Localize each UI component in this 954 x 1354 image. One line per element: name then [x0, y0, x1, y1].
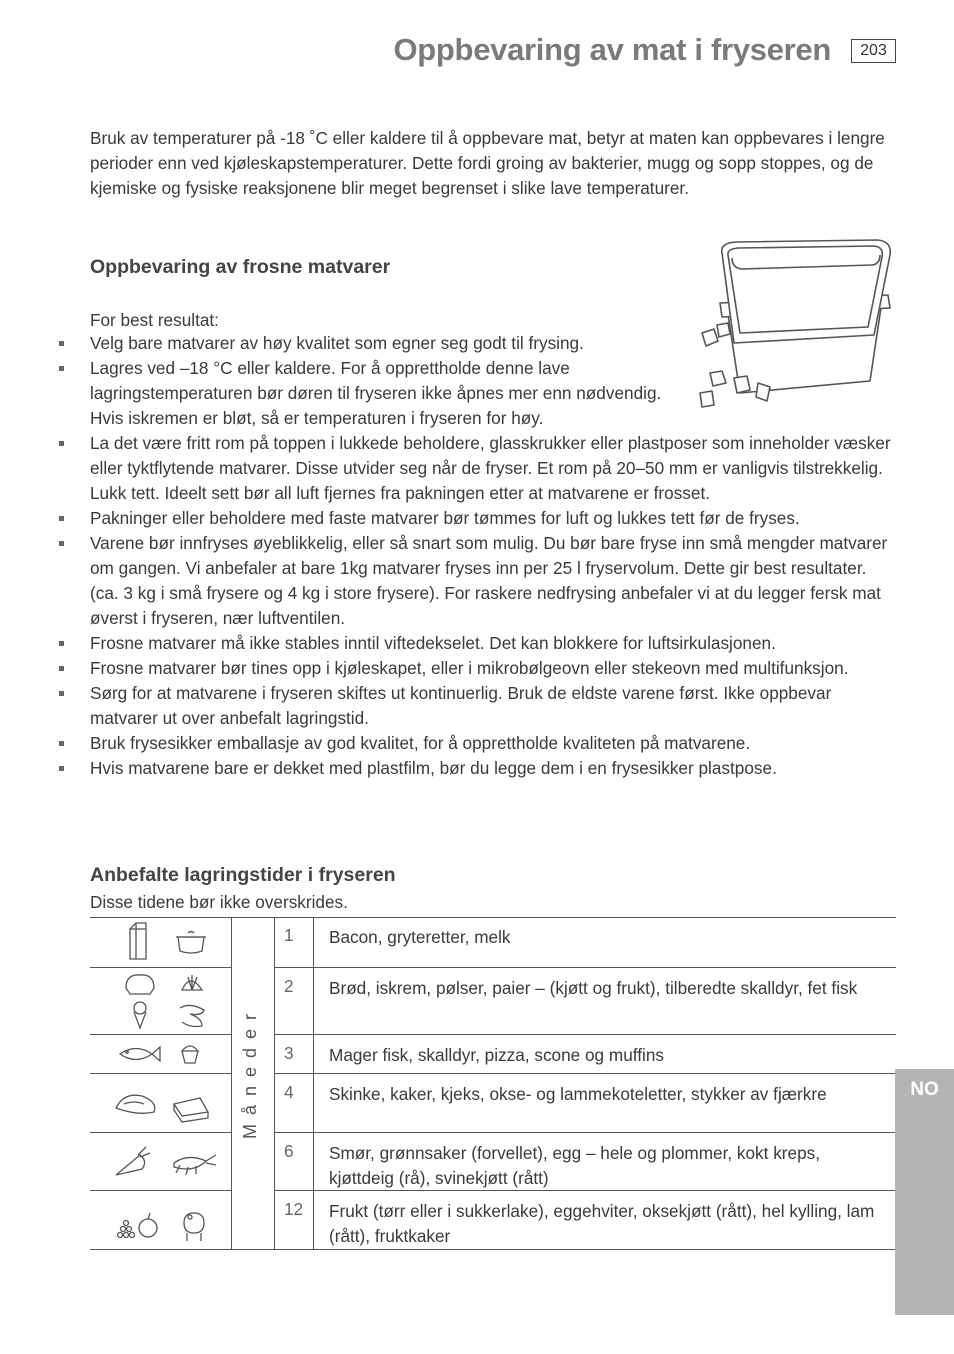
section-heading-storage: Oppbevaring av frosne matvarer: [90, 256, 391, 278]
foods-text: Mager fisk, skalldyr, pizza, scone og muffins: [329, 1045, 664, 1065]
vegetables-icon: [116, 1147, 150, 1175]
bullet-marker: [59, 741, 64, 746]
ham-icon: [116, 1095, 155, 1113]
page-title: Oppbevaring av mat i fryseren: [393, 32, 831, 67]
shell-icon: [182, 975, 202, 990]
sausage-icon: [180, 1005, 204, 1026]
list-item: Frosne matvarer må ikke stables inntil viftedekselet. Det kan blokkere for luftsirkulasjonen.: [57, 631, 897, 656]
page-number: 203: [851, 39, 896, 63]
bullet-marker: [59, 366, 64, 371]
list-item: Sørg for at matvarene i fryseren skiftes ut kontinuerlig. Bruk de eldste varene først. Ikke oppbevar matvarer ut over anbefalt lagringstid.: [57, 681, 897, 731]
months-value: 3: [284, 1043, 294, 1063]
table-row: [274, 968, 896, 1034]
ice-cream-icon: [134, 1002, 146, 1028]
months-value: 1: [284, 925, 294, 945]
list-item: Velg bare matvarer av høy kvalitet som egner seg godt til frysing.: [57, 331, 897, 356]
bullet-marker: [59, 691, 64, 696]
bullet-marker: [59, 341, 64, 346]
milk-carton-icon: [130, 923, 146, 959]
icon-cell: [90, 968, 231, 1034]
list-item: La det være fritt rom på toppen i lukkede beholdere, glasskrukker eller plastposer som inneholder væsker eller tyktflytende matvarer. Disse utvider seg når de fryser. Et rom på 20–50 mm er vanligvis tilstrekkelig. Lukk tett. Ideelt sett bør all luft fjernes fra pakningen etter at matvarene er frosset.: [57, 431, 897, 506]
table-rule: [231, 917, 232, 1250]
icon-cell: [90, 1074, 231, 1132]
months-value: 2: [284, 976, 294, 996]
bread-icon: [126, 975, 154, 994]
foods-text: Brød, iskrem, pølser, paier – (kjøtt og frukt), tilberedte skalldyr, fet fisk: [329, 978, 858, 998]
cake-icon: [174, 1098, 208, 1122]
bullet-marker: [59, 516, 64, 521]
bullet-marker: [59, 766, 64, 771]
bullet-marker: [59, 541, 64, 546]
icon-cell: [90, 917, 231, 967]
icon-cell: [90, 1035, 231, 1073]
list-item: Pakninger eller beholdere med faste matvarer bør tømmes for luft og lukkes tett før de fryses.: [57, 506, 897, 531]
list-item: Bruk frysesikker emballasje av god kvalitet, for å opprettholde kvaliteten på matvarene.: [57, 731, 897, 756]
language-tab-label: NO: [910, 1079, 939, 1100]
language-tab: [895, 1069, 954, 1315]
muffin-icon: [182, 1046, 198, 1063]
best-result-lead: For best resultat:: [90, 310, 219, 330]
months-value: 6: [284, 1141, 294, 1161]
storage-times-table: [90, 917, 896, 1250]
months-axis-label: Måneder: [240, 1004, 260, 1140]
foods-text: Skinke, kaker, kjeks, okse- og lammekoteletter, stykker av fjærkre: [329, 1084, 827, 1104]
list-item: Frosne matvarer bør tines opp i kjøleskapet, eller i mikrobølgeovn eller stekeovn med multifunksjon.: [57, 656, 897, 681]
list-item: Lagres ved –18 °C eller kaldere. For å opprettholde denne lave lagringstemperaturen bør døren til fryseren ikke åpnes mer enn nødvendig. Hvis iskremen er bløt, så er temperaturen i fryseren for høy.: [57, 356, 897, 431]
months-value: 12: [284, 1199, 304, 1219]
table-rule: [90, 1249, 896, 1250]
list-item: Hvis matvarene bare er dekket med plastfilm, bør du legge dem i en frysesikker plastpose.: [57, 756, 897, 781]
icon-cell: [90, 1133, 231, 1190]
months-value: 4: [284, 1082, 294, 1102]
crayfish-icon: [174, 1155, 216, 1175]
storage-times-subtitle: Disse tidene bør ikke overskrides.: [90, 892, 348, 912]
tips-list: [57, 331, 897, 781]
bullet-marker: [59, 641, 64, 646]
table-row: [274, 1191, 896, 1249]
section-heading-storage-times: Anbefalte lagringstider i fryseren: [90, 864, 396, 886]
table-row: [274, 917, 896, 967]
table-row: [274, 1035, 896, 1073]
fish-icon: [120, 1047, 160, 1061]
foods-text: Bacon, gryteretter, melk: [329, 927, 511, 947]
icon-cell: [90, 1191, 231, 1249]
list-item: Varene bør innfryses øyeblikkelig, eller så snart som mulig. Du bør bare fryse inn små mengder matvarer om gangen. Vi anbefaler at bare 1kg matvarer fryses inn per 25 l fryservolum. Dette gir best resultater. (ca. 3 kg i små frysere og 4 kg i store frysere). For raskere nedfrysing anbefaler vi at du legger fersk mat øverst i fryseren, nær luftventilen.: [57, 531, 897, 631]
table-row: [274, 1074, 896, 1132]
fruit-icon: [118, 1213, 158, 1238]
intro-paragraph: Bruk av temperaturer på -18 ˚C eller kaldere til å oppbevare mat, betyr at maten kan oppbevares i lengre perioder enn ved kjøleskapstemperaturer. Dette fordi groing av bakterier, mugg og sopp stoppes, og de kjemiske og fysiske reaksjonene blir meget begrenset i slike lave temperaturer.: [90, 128, 885, 198]
table-row: [274, 1133, 896, 1190]
bullet-marker: [59, 441, 64, 446]
bullet-marker: [59, 666, 64, 671]
foods-text: Frukt (tørr eller i sukkerlake), eggehviter, oksekjøtt (rått), hel kylling, lam (rått), fruktkaker: [329, 1201, 875, 1246]
lamb-icon: [184, 1213, 204, 1241]
foods-text: Smør, grønnsaker (forvellet), egg – hele og plommer, kokt kreps, kjøttdeig (rå), svinekjøtt (rått): [329, 1143, 820, 1188]
pot-icon: [176, 932, 206, 954]
